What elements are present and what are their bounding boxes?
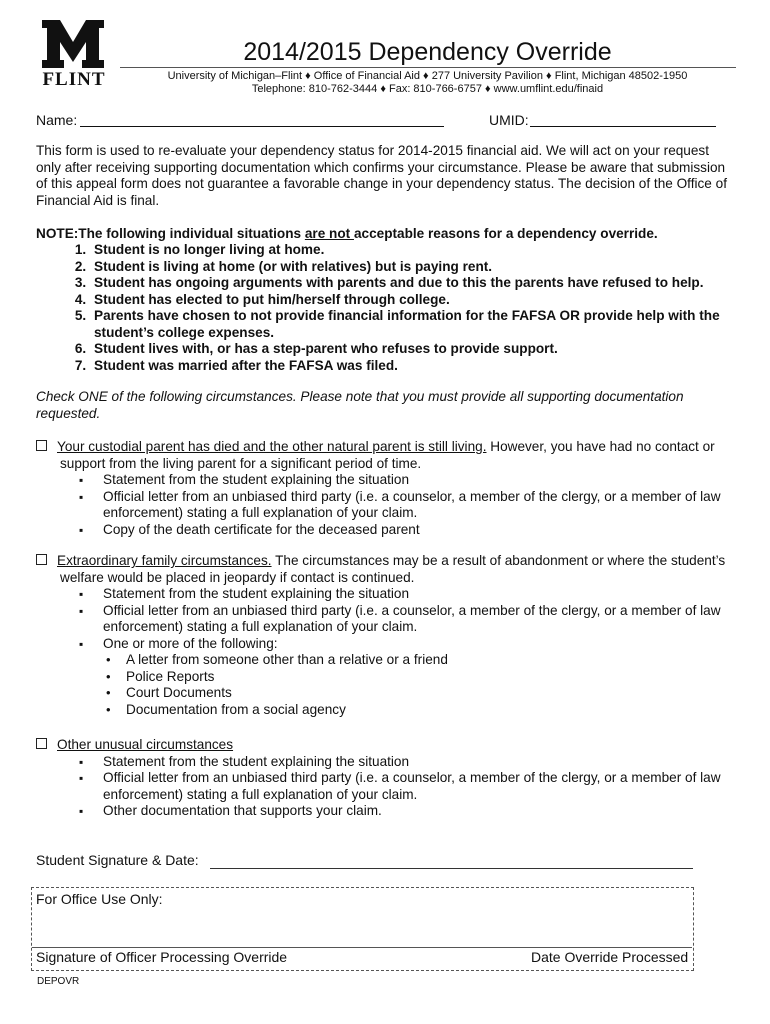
university-logo-m bbox=[40, 18, 106, 70]
signature-field[interactable] bbox=[210, 868, 693, 869]
document-option: • Documentation from a social agency bbox=[126, 702, 736, 719]
checkbox-option-3[interactable] bbox=[36, 738, 47, 749]
umid-field[interactable] bbox=[530, 126, 716, 127]
note-item: 7. Student was married after the FAFSA was filed. bbox=[90, 358, 736, 375]
instruction-text: Check ONE of the following circumstances. Please note that you must provide all supporting documentation requested. bbox=[36, 389, 684, 421]
note-heading bbox=[36, 226, 736, 243]
note-item: 1. Student is no longer living at home. bbox=[90, 242, 736, 259]
umid-label: UMID: bbox=[489, 112, 529, 128]
office-use-title: For Office Use Only: bbox=[36, 891, 163, 907]
option-description: The circumstances may be a result of abandonment or where the student’s welfare would be placed in jeopardy if contact is continued. bbox=[60, 553, 726, 585]
option-title: Your custodial parent has died and the other natural parent is still living. bbox=[57, 439, 487, 454]
name-label: Name: bbox=[36, 112, 78, 128]
officer-signature-label: Signature of Officer Processing Override bbox=[36, 949, 288, 965]
checkbox-option-2[interactable] bbox=[36, 554, 47, 565]
note-text-after: acceptable reasons for a dependency override. bbox=[353, 226, 658, 241]
note-prefix: NOTE: bbox=[36, 226, 79, 241]
option-deceased-parent bbox=[36, 439, 736, 538]
intro-paragraph: This form is used to re-evaluate your dependency status for 2014-2015 financial aid. We will act on your request only after receiving supporting documentation which confirms your circumstance. Please be aware that submission of this appeal form does not guarantee a favorable change in your dependency status. The decision of the Office of Financial Aid is final. bbox=[36, 143, 727, 208]
requirement-item: ▪ Official letter from an unbiased third party (i.e. a counselor, a member of the clergy, or a member of law enforcement) stating a full explanation of your claim. bbox=[103, 770, 736, 803]
requirement-item: ▪ Statement from the student explaining the situation bbox=[103, 586, 736, 603]
note-item: 5. Parents have chosen to not provide financial information for the FAFSA OR provide help with the student’s college expenses. bbox=[90, 308, 736, 341]
note-text-before: The following individual situations bbox=[78, 226, 305, 241]
option-title: Extraordinary family circumstances. bbox=[57, 553, 272, 568]
form-code: DEPOVR bbox=[37, 976, 80, 987]
date-processed-label: Date Override Processed bbox=[531, 949, 689, 965]
name-field[interactable] bbox=[80, 126, 444, 127]
document-option: • Court Documents bbox=[126, 685, 736, 702]
requirement-text: One or more of the following: bbox=[103, 635, 278, 651]
note-item: 4. Student has elected to put him/herself through college. bbox=[90, 292, 736, 309]
option-title: Other unusual circumstances bbox=[57, 737, 234, 752]
option-extraordinary bbox=[36, 553, 736, 718]
note-item: 6. Student lives with, or has a step-parent who refuses to provide support. bbox=[90, 341, 736, 358]
document-option: • Police Reports bbox=[126, 669, 736, 686]
requirement-item: ▪ Official letter from an unbiased third party (i.e. a counselor, a member of the clergy, or a member of law enforcement) stating a full explanation of your claim. bbox=[103, 489, 736, 522]
requirement-item: ▪ Other documentation that supports your claim. bbox=[103, 803, 736, 820]
document-option: • A letter from someone other than a relative or a friend bbox=[126, 652, 736, 669]
header-divider bbox=[120, 67, 736, 68]
note-item: 3. Student has ongoing arguments with parents and due to this the parents have refused to help. bbox=[90, 275, 736, 292]
option-other-unusual bbox=[36, 737, 736, 820]
option-description: However, you have had no contact or support from the living parent for a significant period of time. bbox=[60, 439, 715, 471]
address-line-2: Telephone: 810-762-3444 ♦ Fax: 810-766-6757 ♦ www.umflint.edu/finaid bbox=[251, 83, 604, 95]
requirement-item: ▪ Official letter from an unbiased third party (i.e. a counselor, a member of the clergy, or a member of law enforcement) stating a full explanation of your claim. bbox=[103, 603, 736, 636]
checkbox-option-1[interactable] bbox=[36, 440, 47, 451]
requirement-item bbox=[103, 636, 736, 719]
logo-flint-text: FLINT bbox=[42, 69, 106, 90]
page-title: 2014/2015 Dependency Override bbox=[243, 38, 612, 66]
signature-label: Student Signature & Date: bbox=[36, 852, 199, 868]
note-list bbox=[36, 242, 736, 374]
office-use-divider bbox=[32, 947, 692, 948]
requirement-item: ▪ Statement from the student explaining the situation bbox=[103, 472, 736, 489]
address-line-1: University of Michigan–Flint ♦ Office of Financial Aid ♦ 277 University Pavilion ♦ Flint, Michigan 48502-1950 bbox=[167, 70, 688, 82]
requirement-item: ▪ Copy of the death certificate for the deceased parent bbox=[103, 522, 736, 539]
note-item: 2. Student is living at home (or with relatives) but is paying rent. bbox=[90, 259, 736, 276]
requirement-item: ▪ Statement from the student explaining the situation bbox=[103, 754, 736, 771]
note-underlined: are not bbox=[304, 226, 354, 241]
